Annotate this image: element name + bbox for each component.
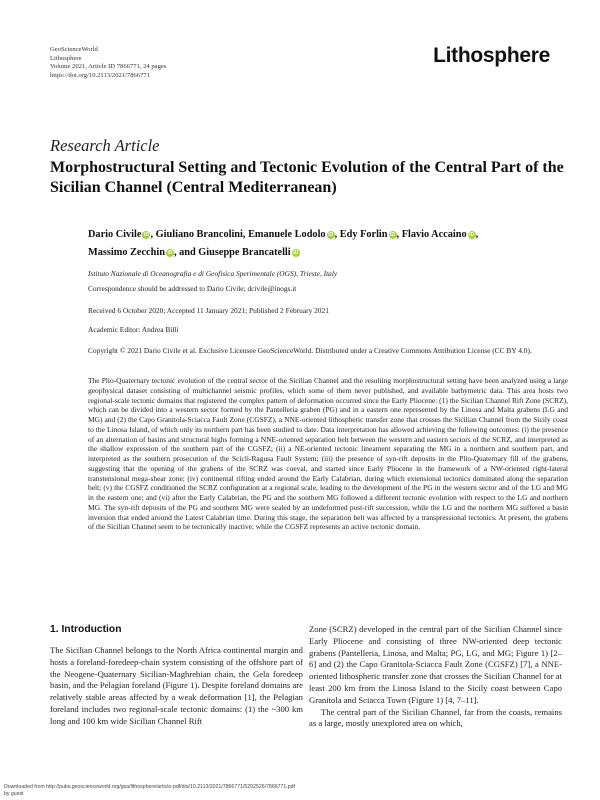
download-footer — [4, 784, 295, 797]
copyright-notice: Copyright © 2021 Dario Civile et al. Exclusive Licensee GeoScienceWorld. Distributed under a Creative Commons Attribution License (CC BY 4.0). — [88, 346, 532, 355]
meta-journal: Lithosphere — [50, 54, 82, 62]
body-column-left: The Sicilian Channel belongs to the North Africa continental margin and hosts a foreland-foredeep-chain system consisting of the offshore part of the Neogene-Quaternary Sicilian-Maghrebian chain, the Gela foredeep basin, and the Pelagian foreland (Figure 1). Despite foreland domains are relatively stable areas affected by a weak deformation [1], the Pelagian foreland includes two regional-scale tectonic domains: (1) the ~300 km long and 100 km wide Sicilian Channel Rift — [50, 645, 303, 726]
author-name[interactable]: Dario Civile — [88, 229, 142, 240]
paragraph: The central part of the Sicilian Channel, far from the coasts, remains as a large, mostly unexplored area on which, — [309, 706, 562, 729]
author-name[interactable]: Giuliano Brancolini — [155, 229, 243, 240]
orcid-icon[interactable]: iD — [390, 232, 396, 238]
author-name[interactable]: Flavio Accaino — [401, 229, 467, 240]
orcid-icon[interactable]: iD — [328, 232, 334, 238]
body-column-right — [309, 624, 562, 764]
orcid-icon[interactable]: iD — [143, 232, 149, 238]
academic-editor: Academic Editor: Andrea Billi — [88, 325, 179, 334]
orcid-icon[interactable]: iD — [469, 232, 475, 238]
meta-doi-link[interactable]: https://doi.org/10.2113/2021/7866771 — [50, 71, 151, 79]
abstract: The Plio-Quaternary tectonic evolution of the central sector of the Sicilian Channel and the resulting morphostructural setting have been analyzed using a large geophysical dataset consisting of multichannel seismic profiles, which some of them never published, and available bathymetric data. This area hosts two regional-scale tectonic domains that registered the complex pattern of deformation occurred since the Early Pliocene: (1) the Sicilian Channel Rift Zone (SCRZ), which can be divided into a western sector formed by the Pantelleria graben (PG) and in a eastern one represented by the Linosa and Malta grabens (LG and MG) and (2) the Capo Granitola-Sciacca Fault Zone (CGSFZ), a NNE-oriented lithospheric transfer zone that crosses the Sicilian Channel from the Sicily coast to the Linosa Island, of which only its northern part has been studied to date. Data interpretation has allowed achieving the following outcomes: (i) the presence of an alternation of basins and structural highs forming a NNE-oriented separation belt between the western and eastern sectors of the SCRZ, and interpreted as the shallow expression of the southern part of the CGSFZ; (ii) a NE-oriented tectonic lineament separating the MG in a northern and southern part, and interpreted as the southern prosecution of the Scicli-Ragusa Fault System; (iii) the presence of syn-rift deposits in the Plio-Quaternary fill of the grabens, suggesting that the opening of the grabens of the SCRZ was coeval, and started since Early Pliocene in the framework of a NW-oriented right-lateral transtensional mega-shear zone; (iv) continental rifting ended around the Early Calabrian, during which extensional tectonics dominated along the separation belt; (v) the CGSFZ conditioned the SCRZ configuration at a regional scale, leading to the development of the PG in the western sector and of the LG and MG in the eastern one; and (vi) after the Early Calabrian, the PG and the southern MG followed a different tectonic evolution with respect to the LG and northern MG. The syn-rift deposits of the PG and southern MG were sealed by an undeformed post-rift succession, while the LG and the northern MG suffered a basin inversion that ended around the Latest Calabrian time. During this stage, the separation belt was affected by a transpressional tectonics. At present, the grabens of the Sicilian Channel seem to be tectonically inactive, while the CGSFZ represents an active tectonic domain. — [88, 376, 568, 532]
paragraph: Zone (SCRZ) developed in the central part of the Sicilian Channel since Early Pliocene and consisting of three NW-oriented deep tectonic grabens (Pantelleria, Linosa, and Malta; PG, LG, and MG; Figure 1) [2–6] and (2) the Capo Granitola-Sciacca Fault Zone (CGSFZ) [7], a NNE-oriented lithospheric transfer zone that crosses the Sicilian Channel for at least 200 km from the Linosa Island to the Sicily coast between Capo Granitola and Sciacca Town (Figure 1) [4, 7–11]. — [309, 624, 562, 705]
author-name[interactable]: Emanuele Lodolo — [248, 229, 326, 240]
orcid-icon[interactable]: iD — [293, 250, 299, 256]
author-name[interactable]: Giuseppe Brancatelli — [198, 247, 291, 258]
article-title: Morphostructural Setting and Tectonic Evolution of the Central Part of the Sicilian Channel (Central Mediterranean) — [50, 159, 564, 196]
author-name[interactable]: Edy Forlin — [339, 229, 388, 240]
meta-publisher: GeoScienceWorld — [50, 46, 98, 53]
download-note: by guest — [4, 790, 24, 797]
correspondence: Correspondence should be addressed to Dario Civile; dcivile@inogs.it — [88, 284, 297, 293]
article-dates: Received 6 October 2020; Accepted 11 January 2021; Published 2 February 2021 — [88, 306, 329, 315]
affiliation: Istituto Nazionale di Oceanografia e di Geofisica Sperimentale (OGS), Trieste, Italy — [88, 269, 338, 278]
author-list: Dario Civile iD , Giuliano Brancolini, Emanuele Lodolo iD , Edy Forlin iD , Flavio Accaino iD , Massimo Zecchin iD , and Giuseppe Brancatelli iD — [88, 229, 479, 258]
article-type: Research Article — [50, 136, 160, 155]
author-name[interactable]: Massimo Zecchin — [88, 247, 165, 258]
meta-volume: Volume 2021, Article ID 7866771, 24 pages — [50, 63, 167, 71]
journal-logo: Lithosphere — [433, 44, 550, 67]
section-heading-introduction: 1. Introduction — [50, 624, 122, 635]
download-url[interactable]: Downloaded from http://pubs.geoscienceworld.org/gsa/lithosphere/article-pdf/doi/10.2113/2021/7866771/5292526/7866771.pdf — [4, 784, 295, 790]
orcid-icon[interactable]: iD — [167, 250, 173, 256]
journal-meta — [50, 46, 166, 80]
